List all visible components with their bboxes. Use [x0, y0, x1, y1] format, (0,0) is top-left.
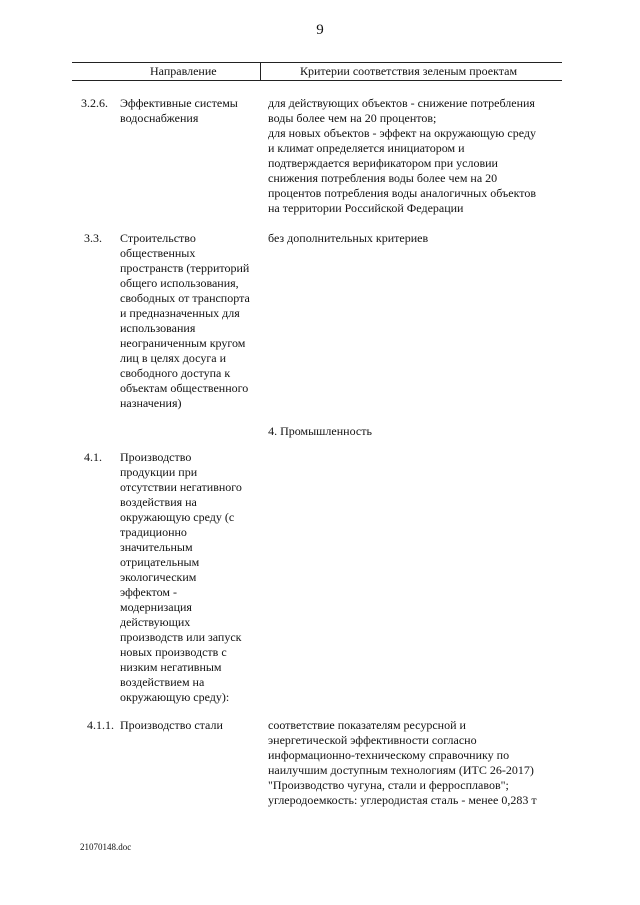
criteria-line: соответствие показателям ресурсной и — [268, 718, 466, 732]
section-heading: 4. Промышленность — [268, 424, 372, 438]
direction-line: отрицательным — [120, 555, 200, 569]
row-criteria — [268, 718, 568, 808]
row-number: 3.3. — [84, 231, 102, 245]
column-header-direction: Направление — [150, 64, 217, 78]
direction-line: продукции при — [120, 465, 198, 479]
criteria-line: на территории Российской Федерации — [268, 201, 464, 215]
direction-line: общественных — [120, 246, 196, 260]
direction-line: воздействием на — [120, 675, 205, 689]
column-header-criteria: Критерии соответствия зеленым проектам — [300, 64, 518, 78]
row-number: 4.1.1. — [87, 718, 114, 732]
direction-line: лиц в целях досуга и — [120, 351, 226, 365]
direction-line: воздействия на — [120, 495, 197, 509]
direction-line: окружающую среду (с — [120, 510, 235, 524]
direction-line: Строительство — [120, 231, 196, 245]
direction-line: модернизация — [120, 600, 192, 614]
footer-filename: 21070148.doc — [80, 842, 132, 852]
direction-line: экологическим — [120, 570, 197, 584]
direction-line: использования — [120, 321, 196, 335]
direction-line: окружающую среду): — [120, 690, 230, 704]
header-top-rule — [72, 62, 562, 63]
header-bottom-rule — [72, 80, 562, 81]
row-direction — [120, 96, 270, 126]
criteria-line: наилучшим доступным технологиям (ИТС 26-2017) — [268, 763, 534, 777]
criteria-line: воды более чем на 20 процентов; — [268, 111, 437, 125]
criteria-line: процентов потребления воды аналогичных объектов — [268, 186, 537, 200]
page-number: 9 — [316, 22, 324, 38]
direction-line: низким негативным — [120, 660, 222, 674]
criteria-line: подтверждается верификатором при условии — [268, 156, 498, 170]
direction-line: действующих — [120, 615, 191, 629]
criteria-line: для действующих объектов - снижение потребления — [268, 96, 535, 110]
direction-line: свободных от транспорта — [120, 291, 250, 305]
criteria-line: информационно-техническому справочнику по — [268, 748, 510, 762]
direction-line: и предназначенных для — [120, 306, 240, 320]
direction-line: новых производств с — [120, 645, 227, 659]
criteria-line: "Производство чугуна, стали и ферросплавов"; — [268, 778, 509, 792]
criteria-line: и климат определяется инициатором и — [268, 141, 465, 155]
row-criteria — [268, 231, 568, 246]
direction-line: Эффективные системы — [120, 96, 238, 110]
direction-line: свободного доступа к — [120, 366, 231, 380]
direction-line: эффектом - — [120, 585, 178, 599]
direction-line: отсутствии негативного — [120, 480, 242, 494]
row-direction — [120, 718, 270, 733]
direction-line: неограниченным кругом — [120, 336, 246, 350]
direction-line: Производство — [120, 450, 192, 464]
direction-line: общего использования, — [120, 276, 239, 290]
criteria-line: без дополнительных критериев — [268, 231, 429, 245]
criteria-line: снижения потребления воды более чем на 20 — [268, 171, 498, 185]
row-number: 3.2.6. — [81, 96, 108, 110]
row-direction — [120, 450, 270, 705]
direction-line: водоснабжения — [120, 111, 199, 125]
direction-line: пространств (территорий — [120, 261, 250, 275]
direction-line: значительным — [120, 540, 193, 554]
direction-line: Производство стали — [120, 718, 223, 732]
criteria-line: углеродоемкость: углеродистая сталь - менее 0,283 т — [268, 793, 537, 807]
direction-line: объектам общественного — [120, 381, 249, 395]
criteria-line: энергетической эффективности согласно — [268, 733, 477, 747]
direction-line: производств или запуск — [120, 630, 242, 644]
row-criteria — [268, 96, 568, 216]
direction-line: традиционно — [120, 525, 187, 539]
row-direction — [120, 231, 270, 411]
row-number: 4.1. — [84, 450, 102, 464]
header-column-separator — [260, 62, 261, 80]
criteria-line: для новых объектов - эффект на окружающую среду — [268, 126, 536, 140]
direction-line: назначения) — [120, 396, 182, 410]
